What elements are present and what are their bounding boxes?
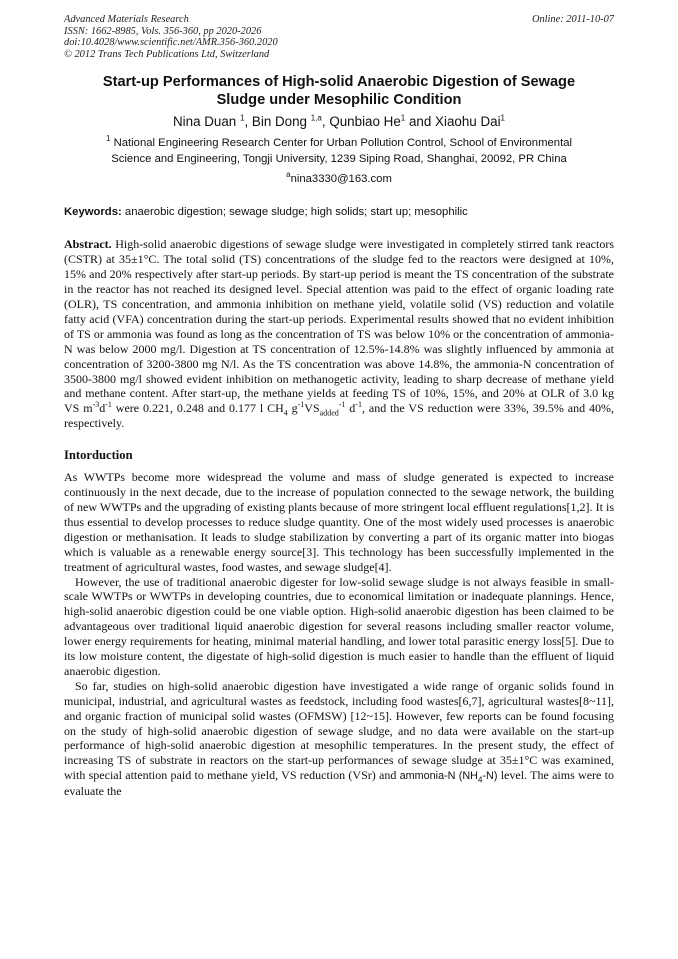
section-heading-introduction: Intorduction bbox=[64, 448, 133, 463]
journal-name: Advanced Materials Research bbox=[64, 14, 189, 25]
title-line-1: Start-up Performances of High-solid Anaerobic Digestion of Sewage bbox=[102, 74, 576, 91]
abstract-text-part: g bbox=[287, 401, 298, 416]
keywords-label: Keywords: bbox=[64, 206, 122, 219]
email-mark: a bbox=[286, 170, 291, 180]
affiliation-line-2: Science and Engineering, Tongji University, 1239 Siping Road, Shanghai, 20092, PR China bbox=[111, 152, 567, 165]
introduction-body bbox=[64, 470, 614, 799]
abstract-subscript: 4 bbox=[283, 408, 288, 418]
abstract-text-part: d bbox=[345, 401, 356, 416]
author-name: Bin Dong bbox=[251, 114, 307, 130]
abstract-superscript: -3 bbox=[92, 400, 100, 410]
doi-line: doi:10.4028/www.scientific.net/AMR.356-360.2020 bbox=[64, 37, 278, 49]
abstract-text-part: were 0.221, 0.248 and 0.177 l CH bbox=[111, 401, 284, 416]
paper-title bbox=[64, 73, 614, 109]
keywords-text: anaerobic digestion; sewage sludge; high solids; start up; mesophilic bbox=[124, 206, 468, 219]
ammonia-term-end: -N) bbox=[482, 770, 498, 783]
paragraph: As WWTPs become more widespread the volume and mass of sludge generated is expected to increase continuously in the next decade, due to the increase of population connected to the sewage network, the building of new WWTPs and the upgrading of existing plants because of more stringent local effluent regulations[1,2]. It is thus essential to develop processes to reduce sludge quantity. One of the most widely used processes is anaerobic digestion or methanisation. It leads to sludge stabilization by converting a part of its organic matter into biogas which is valuable as a renewable energy source[3]. This technology has been successfully implemented in the treatment of agricultural wastes, food wastes, and sewage sludge[4]. bbox=[64, 470, 614, 574]
paragraph-text: So far, studies on high-solid anaerobic digestion have investigated a wide range of organic solids found in municipal, industrial, and agricultural wastes as feedstock, including food wastes[6,7], agricultural wastes[8~11], and organic fraction of municipal solid wastes (OFMSW) [12~15]. However, few reports can be found focusing on the study of high-solid anaerobic digestion of sewage sludge, and no data were available on the start-up performance of high-solid anaerobic digestion at mesophilic temperatures. In the present study, the effect of increasing TS of substrate in reactors on the start-up performances of sewage sludge at 35±1°C was examined, with special attention paid to methane yield, VS reduction (VSr) and bbox=[64, 678, 614, 783]
journal-header bbox=[64, 14, 614, 60]
ammonia-term: ammonia-N (NH bbox=[399, 770, 478, 783]
abstract-label: Abstract. bbox=[64, 237, 112, 252]
abstract-text-part: d bbox=[99, 401, 106, 416]
affiliation-mark: 1 bbox=[106, 134, 111, 144]
paragraph-text: level. The aims were to evaluate the bbox=[64, 768, 614, 799]
ammonia-subscript: 4 bbox=[477, 775, 483, 785]
author-name: Nina Duan bbox=[172, 114, 237, 130]
online-date: Online: 2011-10-07 bbox=[531, 14, 614, 25]
affiliation-line-1: National Engineering Research Center for Urban Pollution Control, School of Environmental bbox=[113, 137, 572, 150]
abstract-superscript: -1 bbox=[297, 400, 305, 410]
paragraph: However, the use of traditional anaerobic digester for low-solid sewage sludge is not always feasible in small-scale WWTPs or WWTPs in developing countries, due to economical limitation or inadequate plannings. Hence, high-solid anaerobic digestion could be one viable option. High-solid anaerobic digestion has been claimed to be advantageous over traditional liquid anaerobic digestion for several reasons including smaller reactor volume, lower energy requirements for heating, minimal material handling, and lower total parasitic energy loss[5]. Due to its low moisture content, the digestate of high-solid digestion is much easier to handle than the effluent of liquid anaerobic digestion. bbox=[64, 574, 614, 678]
email-address: nina3330@163.com bbox=[290, 173, 392, 186]
author-name: Xiaohu Dai bbox=[435, 114, 501, 130]
keywords bbox=[64, 205, 614, 220]
author-affiliation-mark: 1,a bbox=[310, 113, 322, 123]
copyright-line: © 2012 Trans Tech Publications Ltd, Switzerland bbox=[64, 48, 270, 60]
paper-page bbox=[64, 14, 614, 799]
abstract-superscript: -1 bbox=[105, 400, 112, 410]
abstract-text-part: , and the VS reduction were 33%, 39.5% and 40%, respectively. bbox=[64, 401, 614, 431]
author-list bbox=[64, 113, 614, 131]
issn-line: ISSN: 1662-8985, Vols. 356-360, pp 2020-2026 bbox=[64, 25, 262, 37]
author-separator: and bbox=[405, 114, 436, 130]
abstract bbox=[64, 237, 614, 431]
author-separator: , bbox=[321, 114, 330, 130]
author-affiliation-mark: 1 bbox=[500, 113, 505, 123]
author-separator: , bbox=[244, 114, 252, 130]
author-email bbox=[64, 172, 614, 187]
affiliation bbox=[64, 136, 614, 167]
abstract-text-part: VS bbox=[304, 401, 320, 416]
abstract-superscript: -1 bbox=[338, 400, 346, 410]
author-affiliation-mark: 1 bbox=[240, 113, 245, 123]
paragraph bbox=[64, 679, 614, 799]
abstract-subscript: added bbox=[319, 408, 339, 418]
abstract-superscript: -1 bbox=[355, 400, 362, 410]
title-line-2: Sludge under Mesophilic Condition bbox=[216, 92, 462, 109]
abstract-text: High-solid anaerobic digestions of sewage sludge were investigated in completely stirred tank reactors (CSTR) at 35±1°C. The total solid (TS) concentrations of the sludge fed to the reactors were designed at 10%, 15% and 20% respectively after start-up periods. By start-up period is meant the TS concentration of the substrate in the reactor has not reached its designed level. Special attention was paid to the effect of organic loading rate (OLR), TS concentration, and ammonia inhibition on methane yield, volatile solid (VS) reduction and volatile fatty acid (VFA) concentration during the start-up periods. Experimental results showed that no evident inhibition of TS or ammonia was found as long as the concentration of TS was below 10% or the concentration of ammonia-N was below 2000 mg/l. Digestion at TS concentration of 12.5%-14.8% was slightly influenced by ammonia at concentration of 3200-3800 mg N/l. As the TS concentration was above 14.8%, the ammonia-N concentration of 3500-3800 mg/l showed evident inhibition on methanogetic activity, leading to sharp decrease of methane yield and methane content. After start-up, the methane yields at feeding TS of 10%, 15%, and 20% at OLR of 3.0 kg VS m bbox=[64, 237, 615, 416]
author-name: Qunbiao He bbox=[329, 114, 401, 130]
author-affiliation-mark: 1 bbox=[400, 113, 406, 123]
